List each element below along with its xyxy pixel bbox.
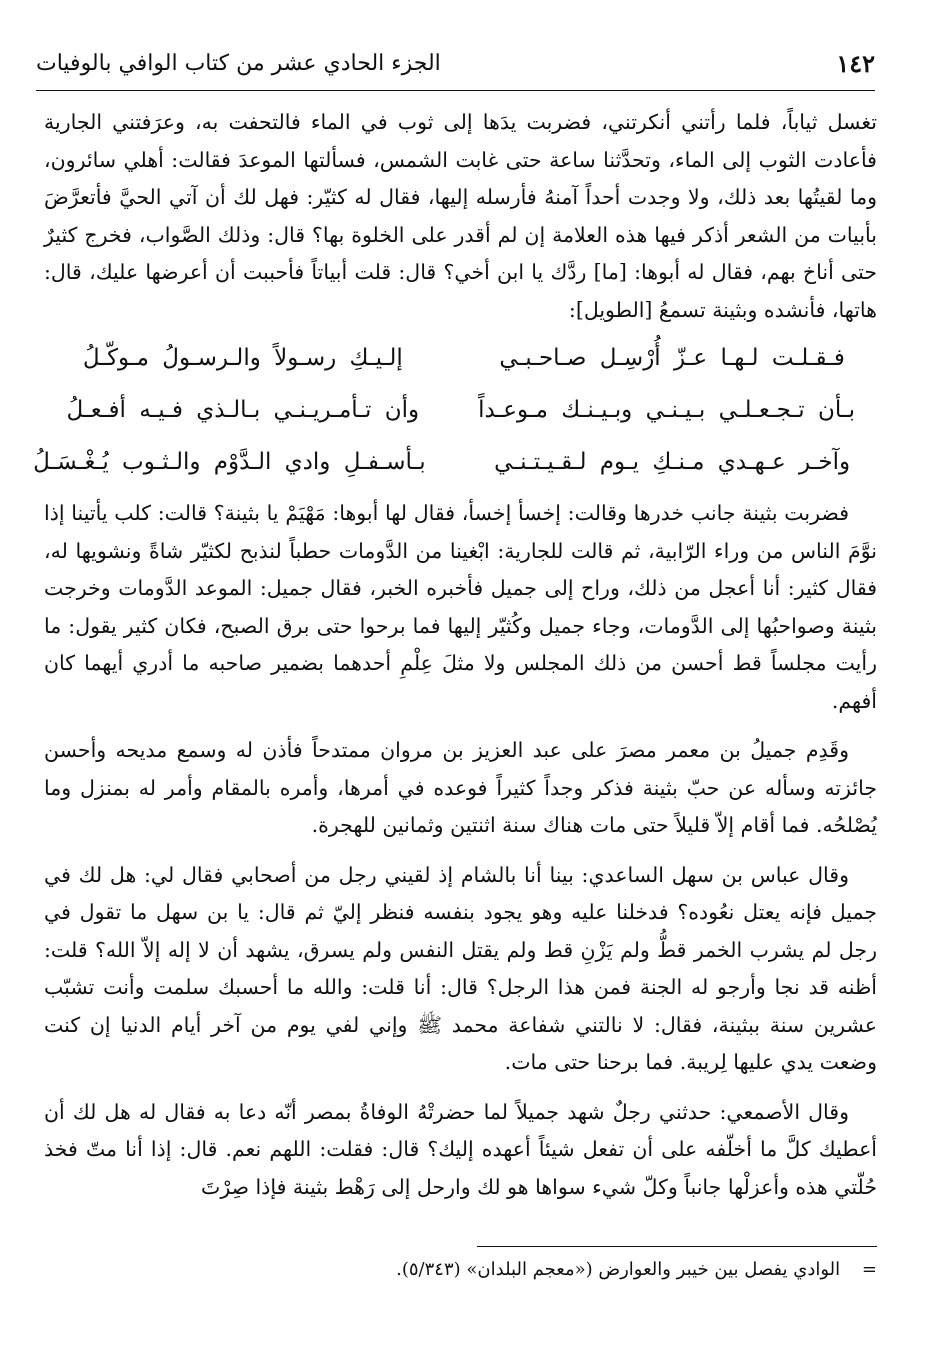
verse-line	[44, 333, 877, 385]
verse-second-hemistich: بـأسـفـلِ وادي الـدَّوْم والـثـوب يُـغْـسَـلُ	[33, 449, 426, 476]
paragraph-3: وقَدِم جميلُ بن معمر مصرَ على عبد العزيز بن مروان ممتدحاً فأذن له وسمع مديحه وأحسن جائزته وسأله عن حبّ بثينة فذكر وجداً كثيراً فوعده في أمرها، وأمره بالمقام وأمر له بمنزل وما يُصْلحُه. فما أقام إلاّ قليلاً حتى مات هناك سنة اثنتين وثمانين للهجرة.	[44, 738, 877, 837]
verse-first-hemistich: وآخـر عـهـدي مـنـكِ يـوم لـقـيـتـنـي	[494, 449, 851, 476]
footnote-rule	[477, 1246, 877, 1247]
paragraph-2: فضربت بثينة جانب خدرها وقالت: إخسأ إخسأ، فقال لها أبوها: مَهْيَمْ يا بثينة؟ قالت: كلب يأتينا إذا نوَّمَ الناس من وراء الرّابية، ثم قالت للجارية: ابْغينا من الدَّومات حطباً لنذبح لكثيّر شاةً ونشويها له، فقال كثير: أنا أعجل من ذلك، وراح إلى جميل فأخبره الخبر، فقال جميل: الموعد الدَّومات وخرجت بثينة وصواحبُها إلى الدَّومات، وجاء جميل وكُثيّر إليها فما برحوا حتى برق الصبح، فكان كثير يقول: ما رأيت مجلساً قط أحسن من ذلك المجلس ولا مثلَ عِلْمِ أحدهما بضمير صاحبه ما أدري أيهما كان أفهم.	[44, 501, 877, 713]
paragraph-1: تغسل ثياباً، فلما رأتني أنكرتني، فضربت يدَها إلى ثوب في الماء فالتحفت به، وعرَفتني الجارية فأعادت الثوب إلى الماء، وتحدَّثنا ساعة حتى غابت الشمس، فسألتها الموعدَ فقالت: أهلي سائرون، وما لقيتُها بعد ذلك، ولا وجدت أحداً آمنهُ فأرسله إليها، فقال له كثيّر: فهل لك أن آتي الحيَّ فأتعرَّضَ بأبيات من الشعر أذكر فيها هذه العلامة إن لم أقدر على الخلوة بها؟ قال: وذلك الصَّواب، فخرج كثيرٌ حتى أناخ بهم، فقال له أبوها: [ما] ردَّك يا ابن أخي؟ قال: قلت أبياتاً فأحببت أن أعرضها عليك، قال: هاتها، فأنشده وبثينة تسمعُ [الطويل]:	[44, 110, 877, 322]
footnote	[44, 1256, 877, 1284]
page-number: ١٤٢	[836, 48, 875, 78]
footnote-marker: =	[861, 1259, 877, 1280]
paragraph-4: وقال عباس بن سهل الساعدي: بينا أنا بالشام إذ لقيني رجل من أصحابي فقال لي: هل لك في جميل فإنه يعتل نعُوده؟ فدخلنا عليه وهو يجود بنفسه فنظر إليّ ثم قال: يا بن سهل ما تقول في رجل لم يشرب الخمر قطُّ ولم يَزْنِ قط ولم يقتل النفس ولم يسرق، يشهد أن لا إله إلاّ الله؟ قلت: أظنه قد نجا وأرجو له الجنة فمن هذا الرجل؟ قال: أنا قلت: والله ما أحسبك سلمت وأنت تشبّب عشرين سنة ببثينة، فقال: لا نالتني شفاعة محمد ﷺ وإني لفي يوم من آخر أيام الدنيا إن كنت وضعت يدي عليها لِريبة. فما برحنا حتى مات.	[44, 862, 877, 1074]
verse-line	[33, 437, 877, 489]
verse-first-hemistich: بـأن تـجـعـلـي بـيـنـي وبـيـنـك مـوعـداً	[478, 397, 855, 424]
footnote-text: الوادي يفصل بين خيبر والعوارض («معجم البلدان» (٥/٣٤٣).	[396, 1259, 841, 1280]
poem	[33, 333, 877, 489]
header-rule	[36, 90, 875, 91]
verse-first-hemistich: فـقـلـت لـهـا عـزّ أُرْسِـل صـاحـبـي	[499, 345, 845, 372]
running-title: الجزء الحادي عشر من كتاب الوافي بالوفيات	[36, 50, 441, 76]
verse-second-hemistich: وأن تـأمـريـنـي بـالـذي فـيـه أفـعـلُ	[66, 397, 420, 424]
verse-second-hemistich: إلـيـكِ رسـولاً والـرسـولُ مـوكّـلُ	[82, 345, 403, 372]
verse-line	[44, 385, 877, 437]
paragraph-5: وقال الأصمعي: حدثني رجلٌ شهد جميلاً لما حضرتْهُ الوفاةُ بمصر أنّه دعا به فقال له هل لك أن أعطيك كلَّ ما أخلّفه على أن تفعل شيئاً أعهده إليك؟ قال: فقلت: اللهم نعم. قال: إذا أنا متّ فخذ حُلّتي هذه وأعزلْها جانباً وكلّ شيء سواها هو لك وارحل إلى رَهْط بثينة فإذا صِرْتَ	[44, 1099, 877, 1199]
main-text	[33, 104, 877, 1206]
page-header	[36, 40, 875, 86]
